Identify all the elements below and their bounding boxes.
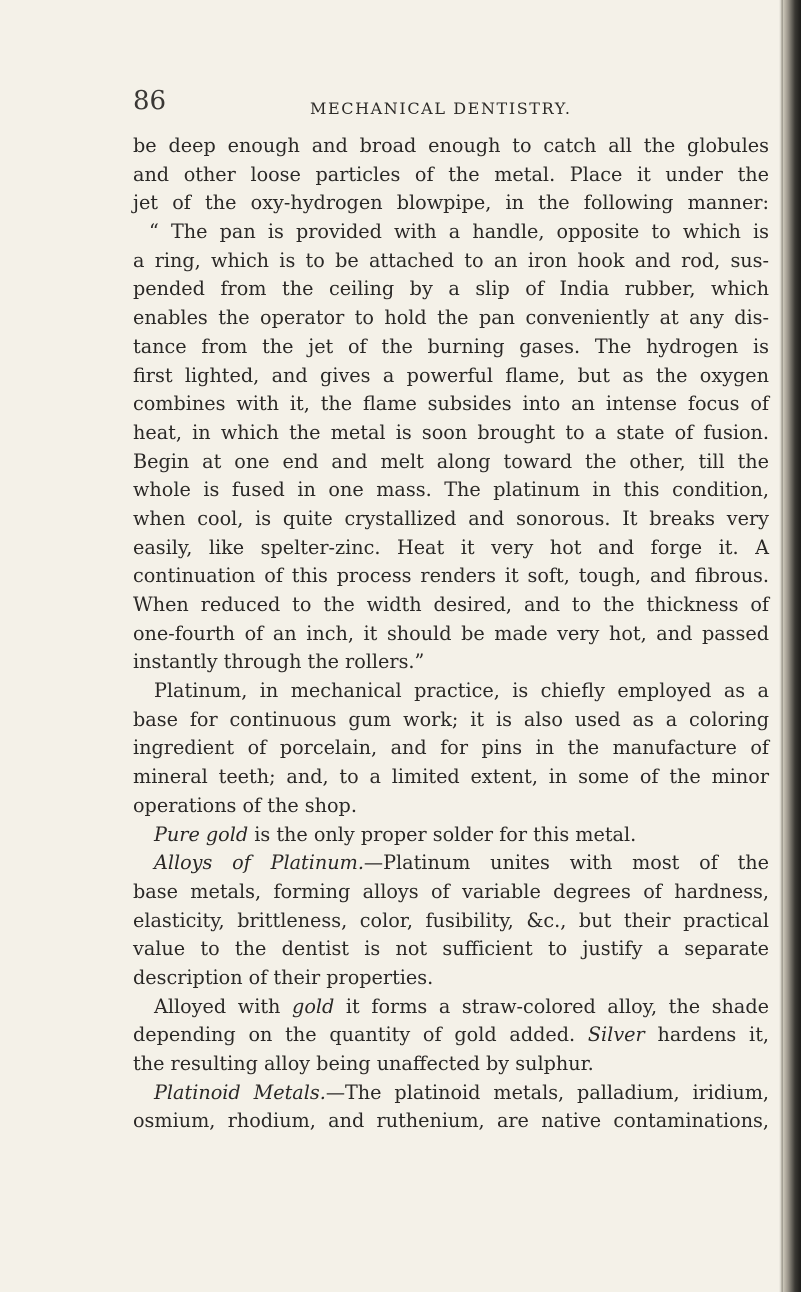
gold-italic: gold	[292, 994, 335, 1018]
text-line: pended from the ceiling by a slip of India rubber, which	[133, 277, 769, 301]
alloys-first-rest: —Platinum unites with most of the	[363, 851, 770, 875]
text-line: ingredient of porcelain, and for pins in the manufacture of	[133, 736, 769, 760]
text-line: osmium, rhodium, and ruthenium, are native contaminations,	[133, 1109, 769, 1133]
text-line: value to the dentist is not sufficient to justify a separate	[133, 937, 769, 961]
platinoid-heading-line	[133, 1079, 769, 1108]
text-line: one-fourth of an inch, it should be made very hot, and passed	[133, 621, 769, 645]
pure-gold-italic: Pure gold	[154, 822, 249, 846]
text-line: easily, like spelter-zinc. Heat it very hot and forge it. A	[133, 535, 769, 559]
alloyed-gold-line-2	[133, 1021, 769, 1050]
text-line: tance from the jet of the burning gases. The hydrogen is	[133, 334, 769, 358]
alloyed-line2-after: hardens it,	[644, 1023, 769, 1047]
body-text	[133, 132, 769, 1136]
text-line: enables the operator to hold the pan conveniently at any dis-	[133, 306, 769, 330]
text-line: and other loose particles of the metal. Place it under the	[133, 162, 769, 186]
page-header	[133, 82, 773, 122]
text-line: continuation of this process renders it soft, tough, and fibrous.	[133, 564, 769, 588]
text-line: a ring, which is to be attached to an iron hook and rod, sus-	[133, 248, 769, 272]
text-line: first lighted, and gives a powerful flame, but as the oxygen	[133, 363, 769, 387]
alloyed-gold-after: it forms a straw-colored alloy, the shade	[334, 994, 769, 1018]
text-line: heat, in which the metal is soon brought to a state of fusion.	[133, 420, 769, 444]
text-line: base for continuous gum work; it is also used as a coloring	[133, 707, 769, 731]
silver-italic: Silver	[587, 1023, 645, 1047]
alloyed-gold-line	[133, 993, 769, 1022]
pure-gold-line	[133, 821, 769, 850]
text-line: combines with it, the flame subsides into an intense focus of	[133, 392, 769, 416]
platinoid-first-rest: —The platinoid metals, palladium, iridium,	[325, 1080, 769, 1104]
alloys-heading: Alloys of Platinum.	[154, 851, 364, 875]
text-line: mineral teeth; and, to a limited extent, in some of the minor	[133, 765, 769, 789]
text-line: description of their properties.	[133, 965, 434, 989]
text-line: elasticity, brittleness, color, fusibility, &c., but their practical	[133, 908, 769, 932]
text-line: operations of the shop.	[133, 793, 357, 817]
text-line: when cool, is quite crystallized and sonorous. It breaks very	[133, 506, 769, 530]
running-head: MECHANICAL DENTISTRY.	[310, 99, 572, 118]
text-line: be deep enough and broad enough to catch all the globules	[133, 134, 769, 157]
text-line: base metals, forming alloys of variable degrees of hardness,	[133, 879, 769, 903]
text-line: the resulting alloy being unaffected by sulphur.	[133, 1052, 594, 1075]
text-line: whole is fused in one mass. The platinum in this condition,	[133, 478, 769, 502]
pure-gold-rest: is the only proper solder for this metal.	[248, 822, 637, 846]
alloyed-gold-before: Alloyed with	[154, 994, 293, 1018]
alloys-heading-line	[133, 849, 769, 878]
text-line: jet of the oxy-hydrogen blowpipe, in the following manner:	[133, 191, 769, 215]
book-spine-shadow	[781, 0, 801, 1292]
platinoid-heading: Platinoid Metals.	[154, 1080, 326, 1104]
text-line: When reduced to the width desired, and to the thickness of	[133, 593, 769, 616]
page-number: 86	[133, 86, 167, 116]
alloyed-line2-before: depending on the quantity of gold added.	[133, 1023, 588, 1047]
text-line: Begin at one end and melt along toward the other, till the	[133, 449, 769, 473]
text-line: Platinum, in mechanical practice, is chiefly employed as a	[154, 679, 769, 703]
text-line: “ The pan is provided with a handle, opposite to which is	[149, 220, 769, 244]
text-line: instantly through the rollers.”	[133, 650, 425, 674]
page-gutter-edge	[779, 0, 783, 1292]
